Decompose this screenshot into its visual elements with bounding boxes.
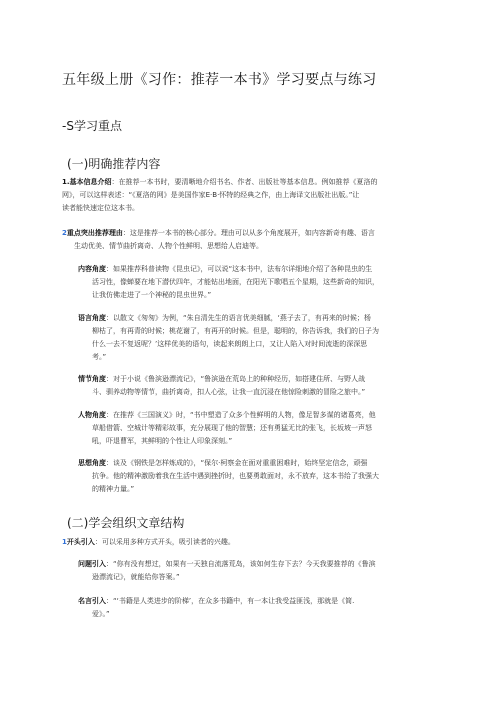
paragraph-question-opening: 问题引入：“你有没有想过，如果有一天独自流落荒岛，该如何生存下去？今天我要推荐的《鲁滨 逊漂流记》，就能给你答案。”	[78, 560, 376, 581]
page-title: 五年级上册《习作：推荐一本书》学习要点与练习	[62, 72, 377, 88]
paragraph-lead: 1.基本信息介绍	[62, 178, 112, 186]
paragraph-plot-angle: 情节角度：对于小说《鲁滨逊漂流记》，“鲁滨逊在荒岛上的种种经历，如搭建住所、与野人战 斗、驯养动物等情节，曲折离奇，扣人心弦，让我一直沉浸在他惊险刺激的冒险之旅中。”	[78, 375, 366, 396]
subsection-heading-1: (一)明确推荐内容	[67, 157, 161, 171]
section-heading: -S学习重点	[62, 119, 122, 133]
paragraph-recommend-reason: 2重点突出推荐理由：这是推荐一本书的核心部分。理由可以从多个角度展开，如内容新奇有趣、语言 生动优美、情节曲折离奇、人物个性鲜明、思想给人启迪等。	[62, 229, 375, 250]
paragraph-language-angle: 语言角度：以散文《匆匆》为例，“朱自清先生的语言优美细腻，‘燕子去了，有再来的时候；杨 柳枯了，有再青的时候；桃花谢了，有再开的时候。但是，聪明的，你告诉我，我们的日子为 什么一去不复返呢？’这样优美的语句，读起来朗朗上口，又让人陷入对时间流逝的深深思 考。”	[78, 314, 379, 361]
paragraph-quote-opening: 名言引入：“‘书籍是人类进步的阶梯’，在众多书籍中，有一本让我受益匪浅，那就是《简. 爱》。”	[78, 597, 355, 618]
paragraph-opening: 1开头引入：可以采用多种方式开头，吸引读者的兴趣。	[62, 538, 235, 546]
subsection-heading-2: (二)学会组织文章结构	[67, 516, 185, 530]
paragraph-content-angle: 内容角度：如果推荐科普读物《昆虫记》，可以说“这本书中，法布尔详细地介绍了各种昆虫的生 活习性，像蝉要在地下潜伏四年，才能钻出地面，在阳光下歌唱五个星期，这些新奇的知识， 让我仿佛走进了一个神秘的昆虫世界。”	[78, 265, 379, 299]
paragraph-character-angle: 人物角度：在推荐《三国演义》时，“书中塑造了众多个性鲜明的人物，像足智多谋的诸葛亮，他 草船借箭、空城计等精彩故事，充分展现了他的智慧；还有勇猛无比的张飞，长坂坡一声怒 吼，吓退曹军，其鲜明的个性让人印象深刻。”	[78, 411, 376, 445]
paragraph-thought-angle: 思想角度：谈及《钢铁是怎样炼成的》，“保尔·柯察金在面对重重困难时，始终坚定信念，顽强 抗争。他的精神激励着我在生活中遇到挫折时，也要勇敢面对，永不放弃，这本书给了我强大 的精神力量。”	[78, 459, 379, 493]
paragraph-basic-info: 1.基本信息介绍：在推荐一本书时，要清晰地介绍书名、作者、出版社等基本信息。例如推荐《夏洛的 网》，可以这样表述：“《夏洛的网》是美国作家E·B·怀特的经典之作，由上海译文出版社出版。”让 读者能快速定位这本书。	[62, 178, 378, 212]
